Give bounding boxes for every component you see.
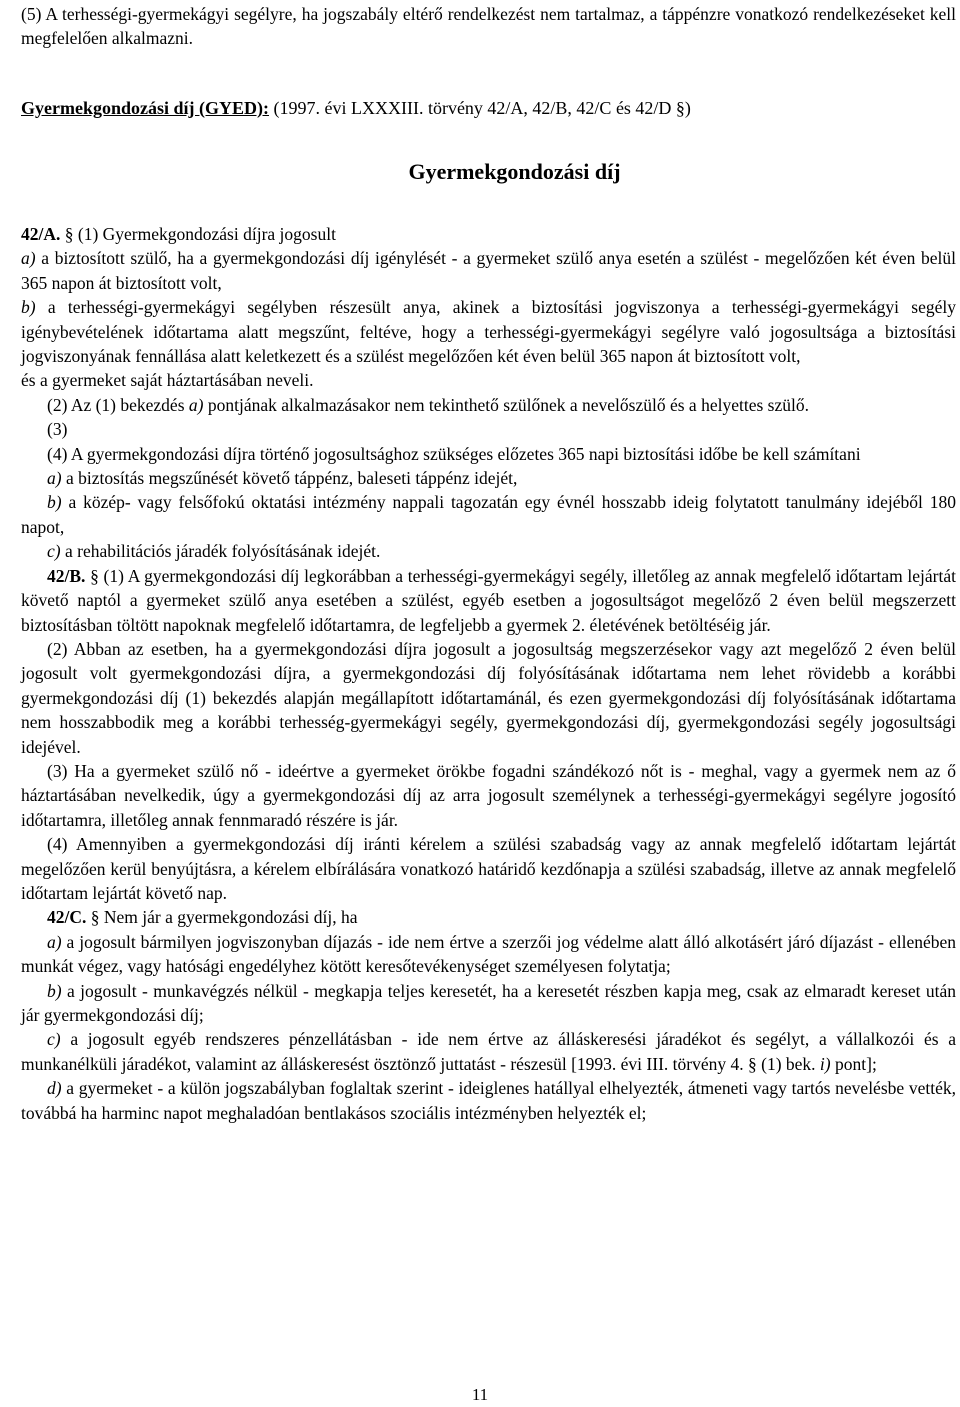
- paragraph-5: [21, 2, 956, 51]
- point-reference: i): [819, 1053, 831, 1074]
- s42c-point-c: [21, 1027, 956, 1076]
- s42a-number: 42/A.: [21, 224, 61, 244]
- section-title: [21, 158, 960, 186]
- point-text: a jogosult bármilyen jogviszonyban díjazás - ide nem értve a szerzői jog védelme alatt álló alkotásért járó díjazást - ellenében munkát végez, vagy hatósági engedélyhez kötött keresőtevékenységet személyesen folytatja;: [21, 931, 956, 977]
- s42a-4-point-a: [21, 466, 956, 490]
- s42a-point-b: [21, 295, 956, 368]
- paragraph-text: (3): [47, 419, 68, 440]
- point-text: a jogosult - munkavégzés nélkül - megkapja teljes keresetét, ha a keresetét részben kapja meg, csak az elmaradt kereset után jár gyermekgondozási díj;: [21, 980, 956, 1025]
- point-text: a közép- vagy felsőfokú oktatási intézmény nappali tagozatán egy évnél hosszabb ideig folytatott tanulmány idejéből 180 napot,: [21, 492, 956, 537]
- s42a-4-point-b: [21, 490, 956, 539]
- s42a-paragraph-4: [21, 442, 956, 466]
- paragraph-5-text: (5) A terhességi-gyermekágyi segélyre, ha jogszabály eltérő rendelkezést nem tartalmaz, a táppénzre vonatkozó rendelkezéseket kell megfelelően alkalmazni.: [21, 4, 956, 49]
- point-marker: a): [21, 248, 36, 269]
- s42a-4-point-c: [21, 539, 956, 563]
- point-marker: a): [47, 468, 62, 489]
- point-marker: c): [47, 1029, 61, 1050]
- s42c-number: 42/C.: [47, 907, 87, 928]
- body-text: [21, 222, 956, 1125]
- gyed-law-reference: (1997. évi LXXXIII. törvény 42/A, 42/B, 42/C és 42/D §): [268, 98, 691, 118]
- s42c-intro: [21, 905, 956, 929]
- paragraph-text: (2) Az (1) bekezdés: [47, 394, 189, 415]
- point-text: a rehabilitációs járadék folyósításának idejét.: [60, 541, 381, 562]
- paragraph-text: (2) Abban az esetben, ha a gyermekgondozási díjra jogosult a jogosultság megszerzésekor vagy azt megelőző 2 éven belül jogosult volt gyermekgondozási díjra, a gyermekgondozási díj folyósításának időtartama nem lehet rövidebb a korábbi gyermekgondozási díj (1) bekezdés alapján megállapított időtartamánál, és ezen gyermekgondozási díj folyósításának időtartama nem hosszabbodik meg a korábbi terhesség-gyermekágyi segély, gyermekgondozási díj, gyermekgondozási segély jogosultsági idejével.: [21, 638, 956, 757]
- clause-text: és a gyermeket saját háztartásában neveli.: [21, 370, 314, 391]
- point-marker: b): [21, 297, 36, 318]
- s42a-paragraph-3: [21, 417, 956, 441]
- s42b-number: 42/B.: [47, 565, 86, 586]
- section-title-text: Gyermekgondozási díj: [408, 159, 621, 184]
- s42c-point-d: [21, 1076, 956, 1125]
- s42a-and-clause: [21, 368, 956, 392]
- point-text: a gyermeket - a külön jogszabályban foglaltak szerint - ideiglenes hatállyal elhelyezték, átmeneti vagy tartós nevelésbe vették, továbbá ha harminc napot meghaladóan bentlakásos szociális intézményben helyezték el;: [21, 1078, 956, 1123]
- s42c-point-a: [21, 930, 956, 979]
- point-text: a jogosult egyéb rendszeres pénzellátásban - ide nem értve az álláskeresési járadékot és segélyt, a vállalkozói és a munkanélküli járadékot, valamint az álláskeresést ösztönző juttatást - részesül [1993. évi III. törvény 4. § (1) bek.: [21, 1029, 956, 1074]
- paragraph-text: (3) Ha a gyermeket szülő nő - ideértve a gyermeket örökbe fogadni szándékozó nőt is - meghal, vagy a gyermek nem az ő háztartásában nevelkedik, úgy a gyermekgondozási díj az arra jogosult személynek a terhességi-gyermekágyi segélyre jogosító időtartamra, illetőleg annak fennmaradó részére is jár.: [21, 760, 956, 830]
- paragraph-text: § (1) A gyermekgondozási díj legkorábban a terhességi-gyermekágyi segély, illetőleg az annak megfelelő időtartam lejártát követő naptól a gyermeket szülő anya esetében a szülést, egyéb esetben a jogosultságot megelőző 2 éven belül megszerzett biztosításban töltött napoknak megfelelő időtartamra, de legfeljebb a gyermek 2. életévének betöltéséig jár.: [21, 565, 956, 635]
- s42b-paragraph-1: [21, 564, 956, 637]
- paragraph-text: (4) A gyermekgondozási díjra történő jogosultsághoz szükséges előzetes 365 napi biztosítási időbe be kell számítani: [47, 443, 861, 464]
- s42b-paragraph-4: [21, 832, 956, 905]
- point-marker: a): [188, 394, 204, 415]
- point-marker: b): [47, 980, 62, 1001]
- s42a-point-a: [21, 246, 956, 295]
- point-marker: d): [47, 1078, 62, 1099]
- paragraph-text: pontjának alkalmazásakor nem tekinthető szülőnek a nevelőszülő és a helyettes szülő.: [203, 394, 809, 415]
- gyed-heading: [21, 96, 956, 120]
- s42b-paragraph-3: [21, 759, 956, 832]
- gyed-label: Gyermekgondozási díj (GYED):: [21, 98, 269, 118]
- page-number: 11: [471, 1385, 489, 1404]
- s42c-point-b: [21, 979, 956, 1028]
- point-text: a terhességi-gyermekágyi segélyben részesült anya, akinek a biztosítási jogviszonya a terhességi-gyermekágyi segély igénybevételének időtartama alatt megszűnt, feltéve, hogy a terhességi-gyermekágyi segélyre való jogosultsága a biztosítási jogviszonyának fennállása alatt keletkezett és a szülést megelőzően két éven belül 365 napon át biztosított volt,: [21, 297, 956, 367]
- point-text: pont];: [830, 1053, 877, 1074]
- point-marker: b): [47, 492, 62, 513]
- s42a-paragraph-2: [21, 393, 956, 417]
- s42b-paragraph-2: [21, 637, 956, 759]
- paragraph-text: (4) Amennyiben a gyermekgondozási díj iránti kérelem a szülési szabadság vagy az annak megfelelő időtartam lejártát megelőzően kerül benyújtásra, a kérelem elbírálására vonatkozó határidő kezdőnapja a szülési szabadság, illetve az annak megfelelő időtartam lejártát követő nap.: [21, 834, 956, 903]
- s42c-intro-text: § Nem jár a gyermekgondozási díj, ha: [86, 907, 358, 928]
- point-text: a biztosítás megszűnését követő táppénz, baleseti táppénz idejét,: [61, 468, 518, 489]
- s42a-intro: [21, 222, 956, 246]
- point-marker: a): [47, 931, 62, 952]
- point-marker: c): [47, 541, 61, 562]
- s42a-intro-text: § (1) Gyermekgondozási díjra jogosult: [60, 224, 336, 244]
- point-text: a biztosított szülő, ha a gyermekgondozási díj igénylését - a gyermeket szülő anya esetén a szülést - megelőzően két éven belül 365 napon át biztosított volt,: [21, 248, 956, 293]
